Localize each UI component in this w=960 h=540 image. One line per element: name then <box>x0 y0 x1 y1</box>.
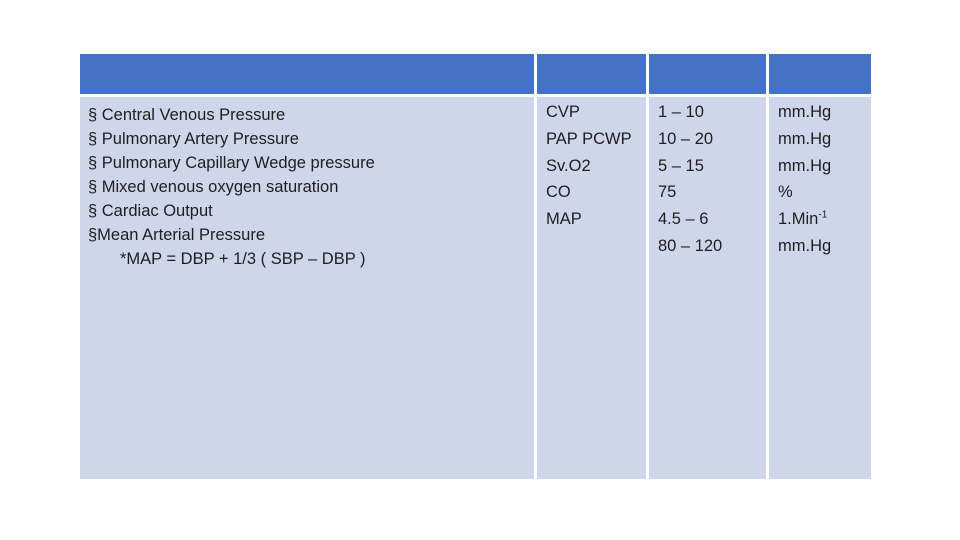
unit-exponent: -1 <box>818 209 828 221</box>
table-header-cell-2 <box>537 54 646 94</box>
list-item: § Central Venous Pressure <box>88 106 286 124</box>
table-header-cell-4 <box>769 54 871 94</box>
range-value: 1 – 10 <box>658 103 704 121</box>
abbreviation: CO <box>546 183 571 202</box>
table-header-cell-1 <box>80 54 534 94</box>
range-value: 10 – 20 <box>658 129 714 148</box>
abbreviation: PAP PCWP <box>546 129 632 148</box>
unit-value: mm.Hg <box>778 103 832 121</box>
list-item: § Cardiac Output <box>88 202 213 220</box>
parameters-list <box>80 97 534 271</box>
abbreviation: Sv.O2 <box>546 156 591 175</box>
abbreviation: CVP <box>546 103 580 121</box>
abbreviations-list <box>537 97 646 233</box>
unit-value: mm.Hg <box>778 156 832 175</box>
range-value: 5 – 15 <box>658 156 704 175</box>
map-formula: *MAP = DBP + 1/3 ( SBP – DBP ) <box>120 250 366 268</box>
units-cell <box>769 97 871 479</box>
list-item: § Pulmonary Artery Pressure <box>88 130 299 148</box>
ranges-cell <box>649 97 766 479</box>
list-item: §Mean Arterial Pressure <box>88 226 265 244</box>
list-item: § Pulmonary Capillary Wedge pressure <box>88 154 375 172</box>
range-value: 75 <box>658 183 677 202</box>
units-list <box>769 97 871 260</box>
unit-value: % <box>778 183 793 202</box>
range-value: 4.5 – 6 <box>658 210 709 229</box>
unit-value: mm.Hg <box>778 129 832 148</box>
ranges-list <box>649 97 766 260</box>
table-header-cell-3 <box>649 54 766 94</box>
unit-value-cardiac-output <box>778 206 871 233</box>
range-value: 80 – 120 <box>658 236 723 255</box>
parameters-cell <box>80 97 534 479</box>
list-item: § Mixed venous oxygen saturation <box>88 178 339 196</box>
unit-value: mm.Hg <box>778 236 832 255</box>
abbreviation: MAP <box>546 210 582 229</box>
abbreviations-cell <box>537 97 646 479</box>
unit-base: 1.Min <box>778 210 819 229</box>
